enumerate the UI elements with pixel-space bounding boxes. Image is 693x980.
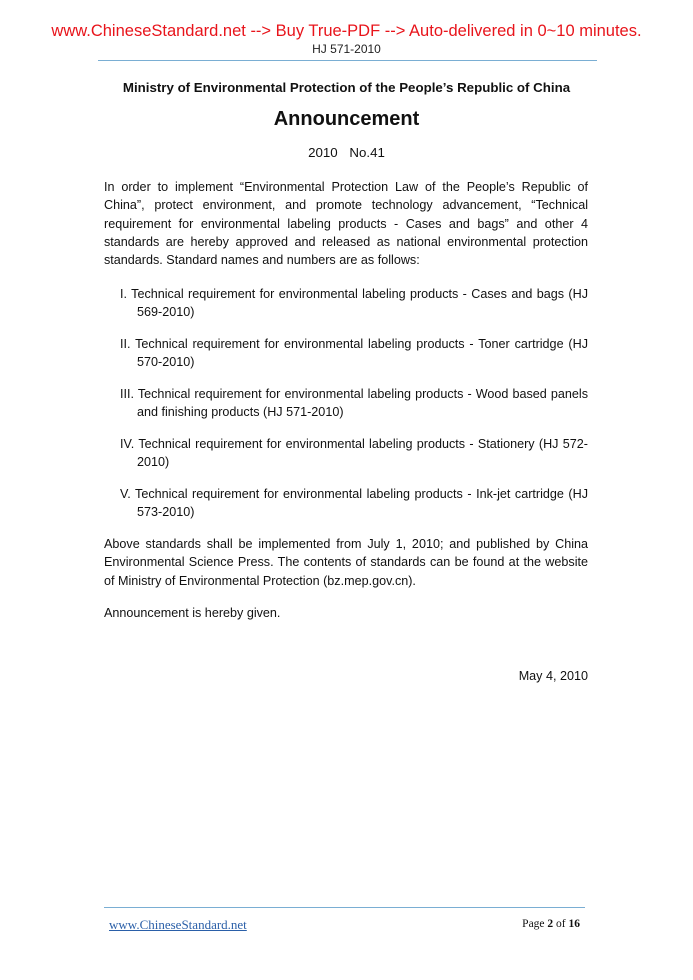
standard-list-item: II. Technical requirement for environmental labeling products - Toner cartridge (HJ 570-2010) [120, 337, 588, 370]
announcement-date: May 4, 2010 [518, 669, 588, 683]
header-standard-code: HJ 571-2010 [312, 42, 381, 56]
footer-divider [104, 907, 585, 908]
page-indicator [0, 918, 580, 930]
standard-list-item: I. Technical requirement for environmental labeling products - Cases and bags (HJ 569-2010) [120, 287, 588, 320]
page-total: 16 [568, 918, 580, 930]
intro-paragraph: In order to implement “Environmental Protection Law of the People’s Republic of China”, protect environment, and promote technology advancement, “Technical requirement for environmental labeling products - Cases and bags” and other 4 standards are hereby approved and released as national environmental protection standards. Standard names and numbers are as follows: [104, 180, 588, 268]
standard-list-item: V. Technical requirement for environmental labeling products - Ink-jet cartridge (HJ 573-2010) [120, 487, 588, 520]
page-of: of [553, 918, 569, 930]
header-divider [98, 60, 597, 61]
implementation-paragraph: Above standards shall be implemented from July 1, 2010; and published by China Environmental Science Press. The contents of standards can be found at the website of Ministry of Environmental Protection (bz.mep.gov.cn). [104, 537, 588, 588]
footer-website-link[interactable]: www.ChineseStandard.net [109, 917, 247, 932]
closing-paragraph: Announcement is hereby given. [104, 606, 281, 620]
page-current: 2 [547, 918, 554, 930]
page-prefix: Page [522, 918, 548, 930]
header-banner-link[interactable]: www.ChineseStandard.net --> Buy True-PDF --> Auto-delivered in 0~10 minutes. [51, 22, 642, 40]
standard-list-item: III. Technical requirement for environmental labeling products - Wood based panels and finishing products (HJ 571-2010) [120, 387, 588, 420]
page-title: Announcement [273, 108, 420, 130]
ministry-heading: Ministry of Environmental Protection of the People’s Republic of China [122, 80, 571, 95]
announcement-number: 2010 No.41 [308, 145, 385, 160]
standard-list-item: IV. Technical requirement for environmental labeling products - Stationery (HJ 572-2010) [120, 437, 588, 470]
